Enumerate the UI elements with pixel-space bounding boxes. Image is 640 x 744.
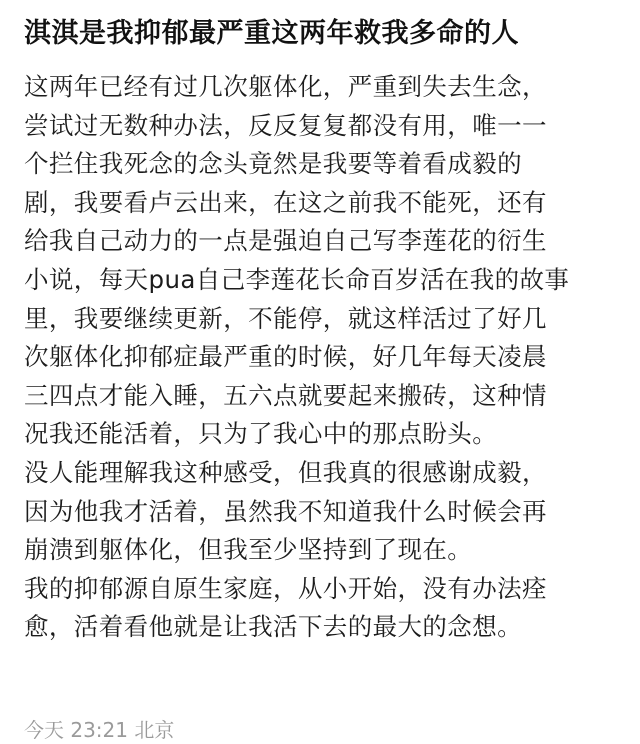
- post-title: 淇淇是我抑郁最严重这两年救我多命的人: [24, 18, 519, 49]
- post-body-line: 里，我要继续更新，不能停，就这样活过了好几: [24, 303, 547, 333]
- post-body-line: 尝试过无数种办法，反反复复都没有用，唯一一: [24, 110, 547, 140]
- post-body-line: 因为他我才活着，虽然我不知道我什么时候会再: [24, 496, 547, 526]
- post-body-line: 况我还能活着，只为了我心中的那点盼头。: [24, 419, 498, 449]
- post-body-line: 三四点才能入睡，五六点就要起来搬砖，这种情: [24, 380, 547, 410]
- post-body: [24, 68, 616, 647]
- post-body-line: 没人能理解我这种感受，但我真的很感谢成毅，: [24, 457, 547, 487]
- post-body-line: 这两年已经有过几次躯体化，严重到失去生念，: [24, 72, 547, 101]
- post-body-line: 崩溃到躯体化，但我至少坚持到了现在。: [24, 535, 473, 565]
- post-timestamp-location: 今天 23:21 北京: [24, 718, 175, 742]
- post-body-line: 次躯体化抑郁症最严重的时候，好几年每天凌晨: [24, 342, 547, 372]
- post-body-line: 愈，活着看他就是让我活下去的最大的念想。: [24, 612, 522, 642]
- post-body-line: 个拦住我死念的念头竟然是我要等着看成毅的: [24, 149, 522, 179]
- post-body-line: 我的抑郁源自原生家庭，从小开始，没有办法痊: [24, 573, 547, 603]
- post-body-line: 剧，我要看卢云出来，在这之前我不能死，还有: [24, 187, 547, 217]
- post-body-line: 给我自己动力的一点是强迫自己写李莲花的衍生: [24, 226, 547, 256]
- post-body-line: 小说，每天pua自己李莲花长命百岁活在我的故事: [24, 264, 570, 294]
